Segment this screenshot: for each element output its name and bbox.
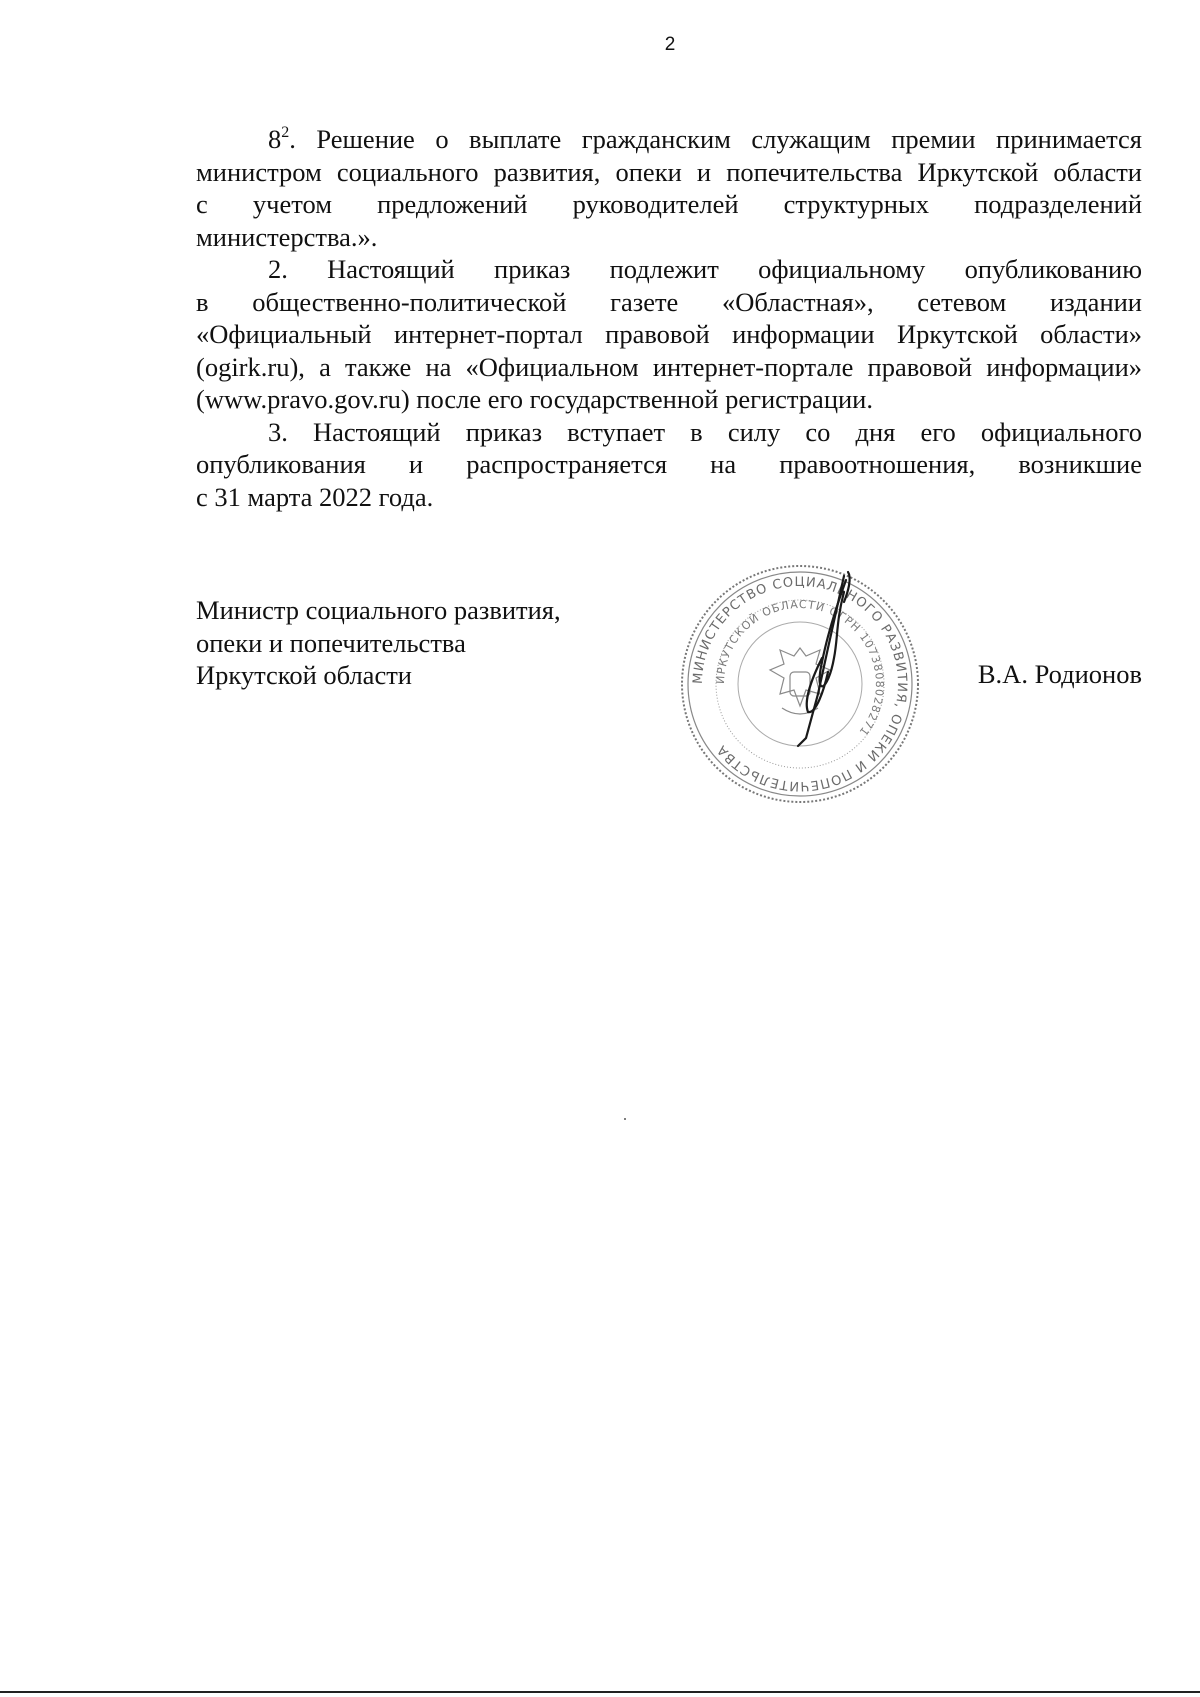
signatory-title-line: опеки и попечительства: [196, 627, 466, 658]
clause-superscript: 2: [281, 124, 290, 141]
scan-speck: [624, 1118, 626, 1120]
signatory-title-line: Министр социального развития,: [196, 595, 561, 625]
seal-outer-text: МИНИСТЕРСТВО СОЦИАЛЬНОГО РАЗВИТИЯ, ОПЕКИ И ПОПЕЧИТЕЛЬСТВА: [690, 574, 910, 794]
paragraph-line: (ogirk.ru), а также на «Официальном интернет-портале правовой информации»: [196, 351, 1142, 382]
seal-inner-text: ИРКУТСКОЙ ОБЛАСТИ ОГРН 1073808028271: [713, 597, 887, 739]
paragraph-line: (www.pravo.gov.ru) после его государственной регистрации.: [196, 384, 873, 414]
document-body: [196, 123, 1142, 513]
seal-center-ring: [738, 622, 862, 746]
paragraph-line: в общественно-политической газете «Областная», сетевом издании: [196, 286, 1142, 317]
paragraph-line: министерства.».: [196, 221, 378, 252]
scan-edge-line: [0, 1691, 1200, 1693]
paragraph-3: [196, 416, 1142, 514]
paragraph-line: 2. Настоящий приказ подлежит официальному опубликованию: [268, 254, 1142, 284]
paragraph-line: «Официальный интернет-портал правовой информации Иркутской области»: [196, 319, 1142, 349]
paragraph-line: с 31 марта 2022 года.: [196, 481, 434, 512]
official-seal: [678, 562, 922, 806]
paragraph-line: министром социального развития, опеки и попечительства Иркутской области: [196, 156, 1142, 187]
paragraph-line: опубликования и распространяется на правоотношения, возникшие: [196, 449, 1142, 479]
paragraph-2: [196, 253, 1142, 416]
paragraph-line: с учетом предложений руководителей структурных подразделений: [196, 189, 1142, 219]
signature-scribble: [798, 572, 850, 746]
paragraph-8-2: [196, 123, 1142, 253]
signer-name: В.А. Родионов: [977, 659, 1142, 689]
clause-marker: 8: [268, 124, 282, 154]
paragraph-line: 3. Настоящий приказ вступает в силу со дня его официального: [268, 416, 1142, 447]
paragraph-line: $8^2$. Решение о выплате гражданским служащим премии принимается: [268, 124, 1142, 154]
signatory-title-line: Иркутской области: [196, 660, 412, 690]
page-number: 2: [664, 34, 676, 55]
signatory-title: [196, 594, 561, 692]
